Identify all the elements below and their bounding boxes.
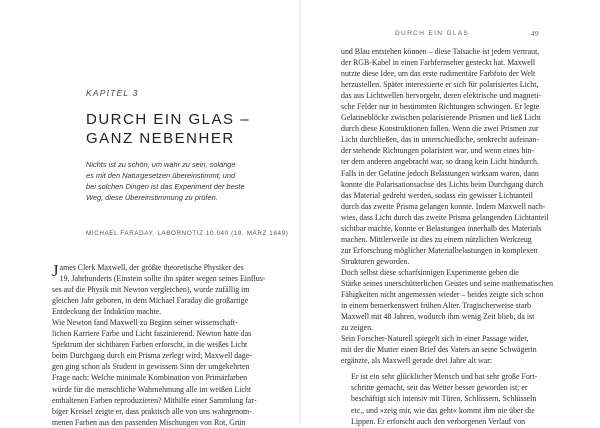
chapter-title-line: GANZ NEBENHER xyxy=(86,130,235,147)
text-line: gleichen Jahr geboren, in dem Michael Faraday die großartige xyxy=(52,296,249,306)
text-line: enthaltenen Farben reproduzieren? Mithilfe einer Sammlung far- xyxy=(52,395,257,405)
text-line: wies, dass Licht durch das zweite Prisma gelangenden Lichtanteil xyxy=(341,212,549,222)
text-line: durch das zweite Prisma gelangen konnte. Indem Maxwell nach- xyxy=(341,201,546,211)
text-line: und Blau entstehen können – diese Tatsache ist jedem vertraut, xyxy=(341,47,540,56)
text-line: lichen Karriere Farbe und Licht faszinierend. Newton hatte das xyxy=(52,329,252,339)
text-line: in einem bemerkenswert frühen Alter. Tragischerweise starb xyxy=(341,301,531,311)
text-line: durch diese Konstruktionen fallen. Wenn die zwei Prismen zur xyxy=(341,124,539,134)
text-line: das aus Lichtwellen hervorgeht, deren elektrische und magneti- xyxy=(341,91,542,101)
text-line: herzustellen. Später interessierte er sich für polarisiertes Licht, xyxy=(341,80,539,90)
epigraph-line: Weg, diese Übereinstimmung zu prüfen. xyxy=(86,193,218,202)
chapter-title xyxy=(86,110,296,148)
text-line: Maxwell mit 48 Jahren, wodurch ihm wenig Zeit blieb, da ist xyxy=(341,312,535,322)
left-page xyxy=(0,0,299,427)
block-quote-line: Lippen. Er erforscht auch den verborgenen Verlauf von xyxy=(351,416,526,426)
chapter-title-line: DURCH EIN GLAS – xyxy=(86,111,251,128)
text-line: Entdeckung der Induktion machte. xyxy=(52,307,162,317)
block-quote-line: schritte gemacht, seit das Wetter besser geworden ist; er xyxy=(351,383,528,393)
text-line: Licht durchließen, das in unterschiedliche, senkrecht aufeinan- xyxy=(341,135,540,145)
block-quote-line: beschäftigt sich intensiv mit Türen, Schlössern, Schlüsseln xyxy=(351,394,537,404)
text-line: Frage nach: Welche minimale Kombination von Primärfarben xyxy=(52,373,248,383)
text-line: Stärke seines unerschütterlichen Geistes und seine mathematischen xyxy=(341,278,554,288)
text-line: sichtbar machte, konnte er Belastungen innerhalb des Materials xyxy=(341,223,542,233)
text-line: biger Kreisel zeigte er, dass praktisch alle von uns wahrgenom- xyxy=(52,406,252,416)
text-line: mit der die Mutter einen Brief des Vaters an seine Schwägerin xyxy=(341,345,537,355)
text-line: der RGB-Kabel in einen Farbfernseher gesteckt hat. Maxwell xyxy=(341,58,536,68)
block-quote-line: Er ist ein sehr glücklicher Mensch und hat sehr große Fort- xyxy=(351,372,538,382)
text-line: 19. Jahrhunderts (Einstein sollte ihn später wegen seines Einflus- xyxy=(59,274,266,284)
right-page xyxy=(301,0,600,424)
block-quote-line: etc., und »zeig mir, wie das geht« kommt ihm nie über die xyxy=(351,405,535,415)
page-number: 49 xyxy=(531,29,539,38)
text-line: Falls in der Gelatine jedoch Belastungen wirksam waren, dann xyxy=(341,168,539,178)
text-line: zu zeigen. xyxy=(341,323,373,333)
drop-cap: J xyxy=(52,261,59,280)
text-line: Sein Forscher-Naturell spiegelt sich in einer Passage wider, xyxy=(341,334,529,344)
text-line: gen ging schon als Student in gewissem Sinn der umgekehrten xyxy=(52,362,250,372)
text-line: Wie Newton fand Maxwell zu Beginn seiner wissenschaft- xyxy=(52,318,238,328)
text-line: der stehende Richtungen polarisiert war, und wenn eines hin- xyxy=(341,146,535,156)
epigraph xyxy=(86,159,286,203)
chapter-label: KAPITEL 3 xyxy=(86,88,139,98)
text-line: ses auf die Physik mit Newton vergleichen), wurde zufällig im xyxy=(52,285,250,295)
epigraph-line: Nichts ist zu schön, um wahr zu sein, solange xyxy=(86,160,236,169)
text-line: ames Clerk Maxwell, der größte theoretische Physiker des xyxy=(59,263,244,272)
epigraph-line: bei solchen Dingen ist das Experiment der beste xyxy=(86,182,245,191)
text-line: ergänzte, als Maxwell gerade drei Jahre alt war: xyxy=(341,356,493,366)
text-line: menen Farben aus den passenden Mischungen von Rot, Grün xyxy=(52,417,246,427)
text-line: machen. Mittlerweile ist dies zu einem nützlichen Werkzeug xyxy=(341,234,532,244)
epigraph-line: es mit den Naturgesetzen übereinstimmt; und xyxy=(86,171,236,180)
text-line: Gelatineblöcke zwischen polarisierende Prismen und ließ Licht xyxy=(341,113,541,123)
epigraph-source: MICHAEL FARADAY, LABORNOTIZ 10.040 (19. MÄRZ 1849) xyxy=(86,230,289,237)
text-line: beim Durchgang durch ein Prisma zerlegt wird; Maxwell dage- xyxy=(52,351,252,361)
text-line: Doch selbst diese scharfsinnigen Experimente geben die xyxy=(341,267,519,277)
text-line: würde für die menschliche Wahrnehmung alle im weißen Licht xyxy=(52,384,252,394)
text-line: nutzte diese Idee, um das erste rudimentäre Farbfoto der Welt xyxy=(341,69,536,79)
body-text-right xyxy=(341,46,581,427)
text-line: Spektrum der sichtbaren Farben erforscht, in die weißes Licht xyxy=(52,340,248,350)
body-text-left xyxy=(52,262,288,428)
text-line: das Material gedreht werden, sodass ein gewisser Lichtanteil xyxy=(341,190,533,200)
running-head: DURCH EIN GLAS xyxy=(395,30,470,37)
text-line: sche Felder nur in bestimmten Richtungen schwingen. Er legte xyxy=(341,102,540,112)
text-line: ter dem anderen angebracht war, so drang kein Licht hindurch. xyxy=(341,157,539,167)
text-line: Fähigkeiten nicht angemessen wieder – beides zeigte sich schon xyxy=(341,290,544,300)
text-line: konnte die Polarisationsachse des Lichts beim Durchgang durch xyxy=(341,179,544,189)
text-line: Strukturen geworden. xyxy=(341,256,410,266)
text-line: zur Erforschung möglicher Materialbelastungen in komplexen xyxy=(341,245,538,255)
